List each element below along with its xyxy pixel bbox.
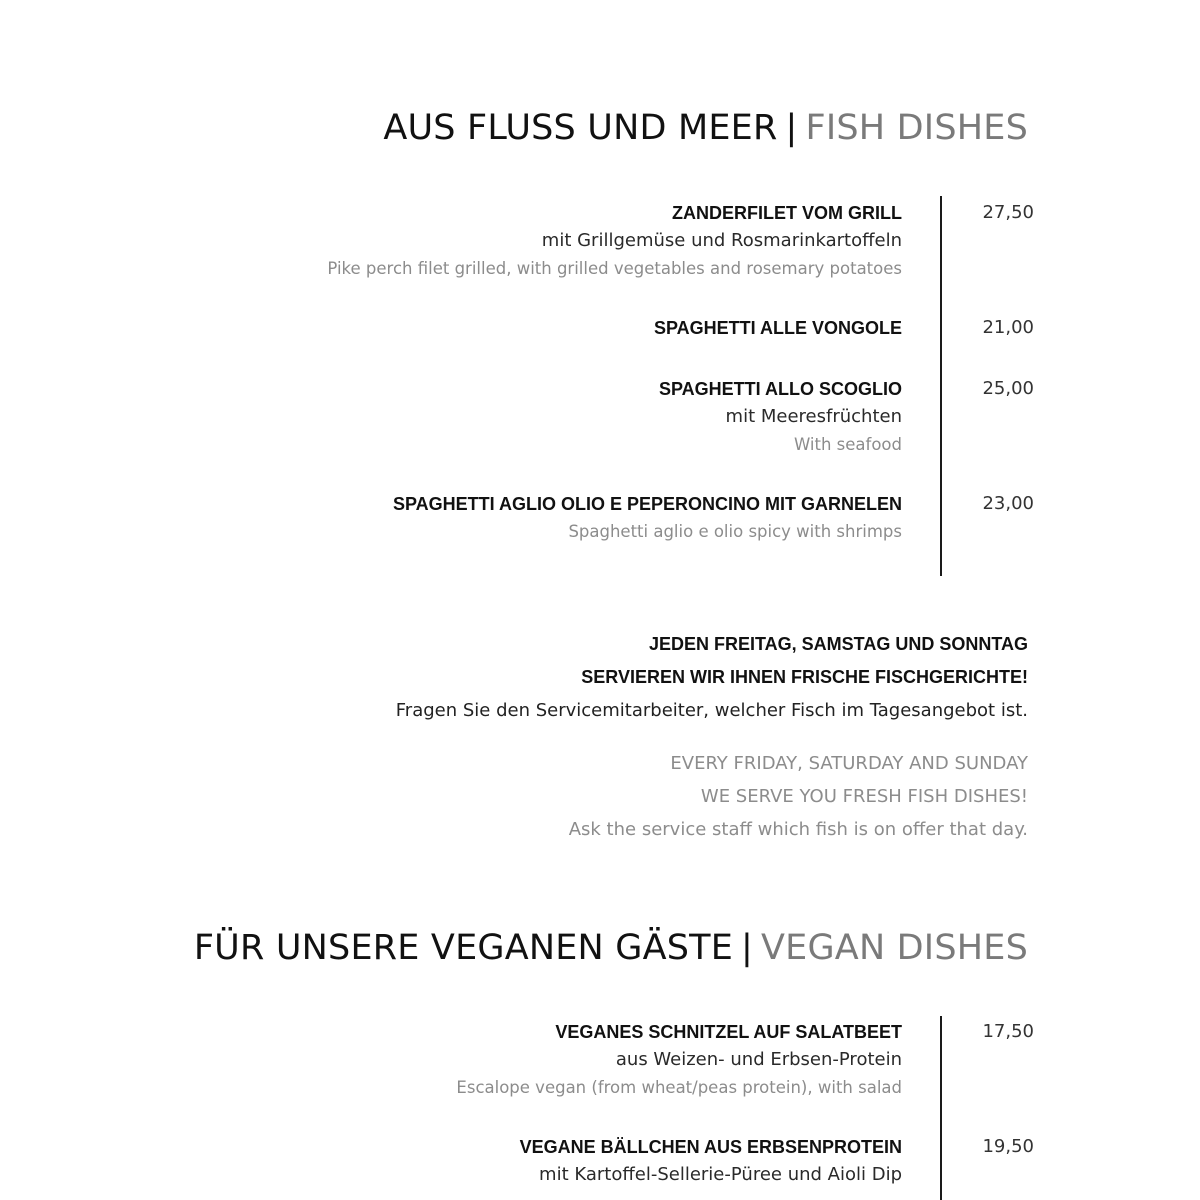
- dish-description-en: With seafood: [793, 435, 902, 454]
- vegan-title-de: FÜR UNSERE VEGANEN GÄSTE: [193, 928, 734, 968]
- dish-price: 17,50: [982, 1021, 1034, 1042]
- dish-description-de: mit Grillgemüse und Rosmarinkartoffeln: [541, 230, 902, 251]
- dish-description-de: aus Weizen- und Erbsen-Protein: [615, 1049, 902, 1070]
- title-separator: |: [741, 928, 754, 968]
- fresh-fish-notice: [396, 628, 1028, 846]
- dish-description-en: Escalope vegan (from wheat/peas protein), with salad: [456, 1078, 902, 1097]
- dish-name: VEGANES SCHNITZEL AUF SALATBEET: [555, 1022, 902, 1042]
- notice-spacer: [396, 727, 1028, 747]
- dish-description-de: mit Kartoffel-Sellerie-Püree und Aioli Dip: [539, 1164, 902, 1185]
- dish-price: 23,00: [982, 493, 1034, 514]
- dish-description-de: mit Meeresfrüchten: [725, 406, 902, 427]
- dish-name: VEGANE BÄLLCHEN AUS ERBSENPROTEIN: [519, 1137, 902, 1157]
- menu-item: [456, 1018, 902, 1102]
- menu-item: [327, 199, 902, 283]
- notice-line-en: WE SERVE YOU FRESH FISH DISHES!: [700, 786, 1028, 807]
- title-separator: |: [785, 108, 798, 148]
- fish-title-de: AUS FLUSS UND MEER: [383, 108, 778, 148]
- notice-line-de: JEDEN FREITAG, SAMSTAG UND SONNTAG: [648, 634, 1028, 654]
- vegan-section-title: [194, 928, 1028, 968]
- dish-price: 27,50: [982, 202, 1034, 223]
- notice-line-en: Ask the service staff which fish is on offer that day.: [568, 819, 1028, 840]
- dish-name: ZANDERFILET VOM GRILL: [672, 203, 902, 223]
- vegan-title-en: VEGAN DISHES: [761, 928, 1028, 968]
- notice-line-en: EVERY FRIDAY, SATURDAY AND SUNDAY: [670, 753, 1028, 774]
- menu-item: [659, 375, 902, 459]
- dish-price: 21,00: [982, 317, 1034, 338]
- dish-price: 19,50: [982, 1136, 1034, 1157]
- dish-price: 25,00: [982, 378, 1034, 399]
- fish-price-divider: [940, 196, 942, 576]
- vegan-price-divider: [940, 1016, 942, 1200]
- dish-description-en: Spaghetti aglio e olio spicy with shrimps: [568, 522, 902, 541]
- menu-item: [393, 490, 902, 546]
- notice-line-de: SERVIEREN WIR IHNEN FRISCHE FISCHGERICHTE!: [581, 667, 1028, 687]
- dish-description-en: Pike perch filet grilled, with grilled vegetables and rosemary potatoes: [327, 259, 902, 278]
- menu-item: [654, 314, 902, 342]
- menu-item: [520, 1133, 902, 1189]
- dish-name: SPAGHETTI AGLIO OLIO E PEPERONCINO MIT GARNELEN: [392, 494, 902, 514]
- fish-title-en: FISH DISHES: [805, 108, 1028, 148]
- fish-section-title: [383, 108, 1028, 148]
- dish-name: SPAGHETTI ALLO SCOGLIO: [659, 379, 902, 399]
- dish-name: SPAGHETTI ALLE VONGOLE: [653, 318, 902, 338]
- notice-line-de: Fragen Sie den Servicemitarbeiter, welcher Fisch im Tagesangebot ist.: [395, 700, 1028, 721]
